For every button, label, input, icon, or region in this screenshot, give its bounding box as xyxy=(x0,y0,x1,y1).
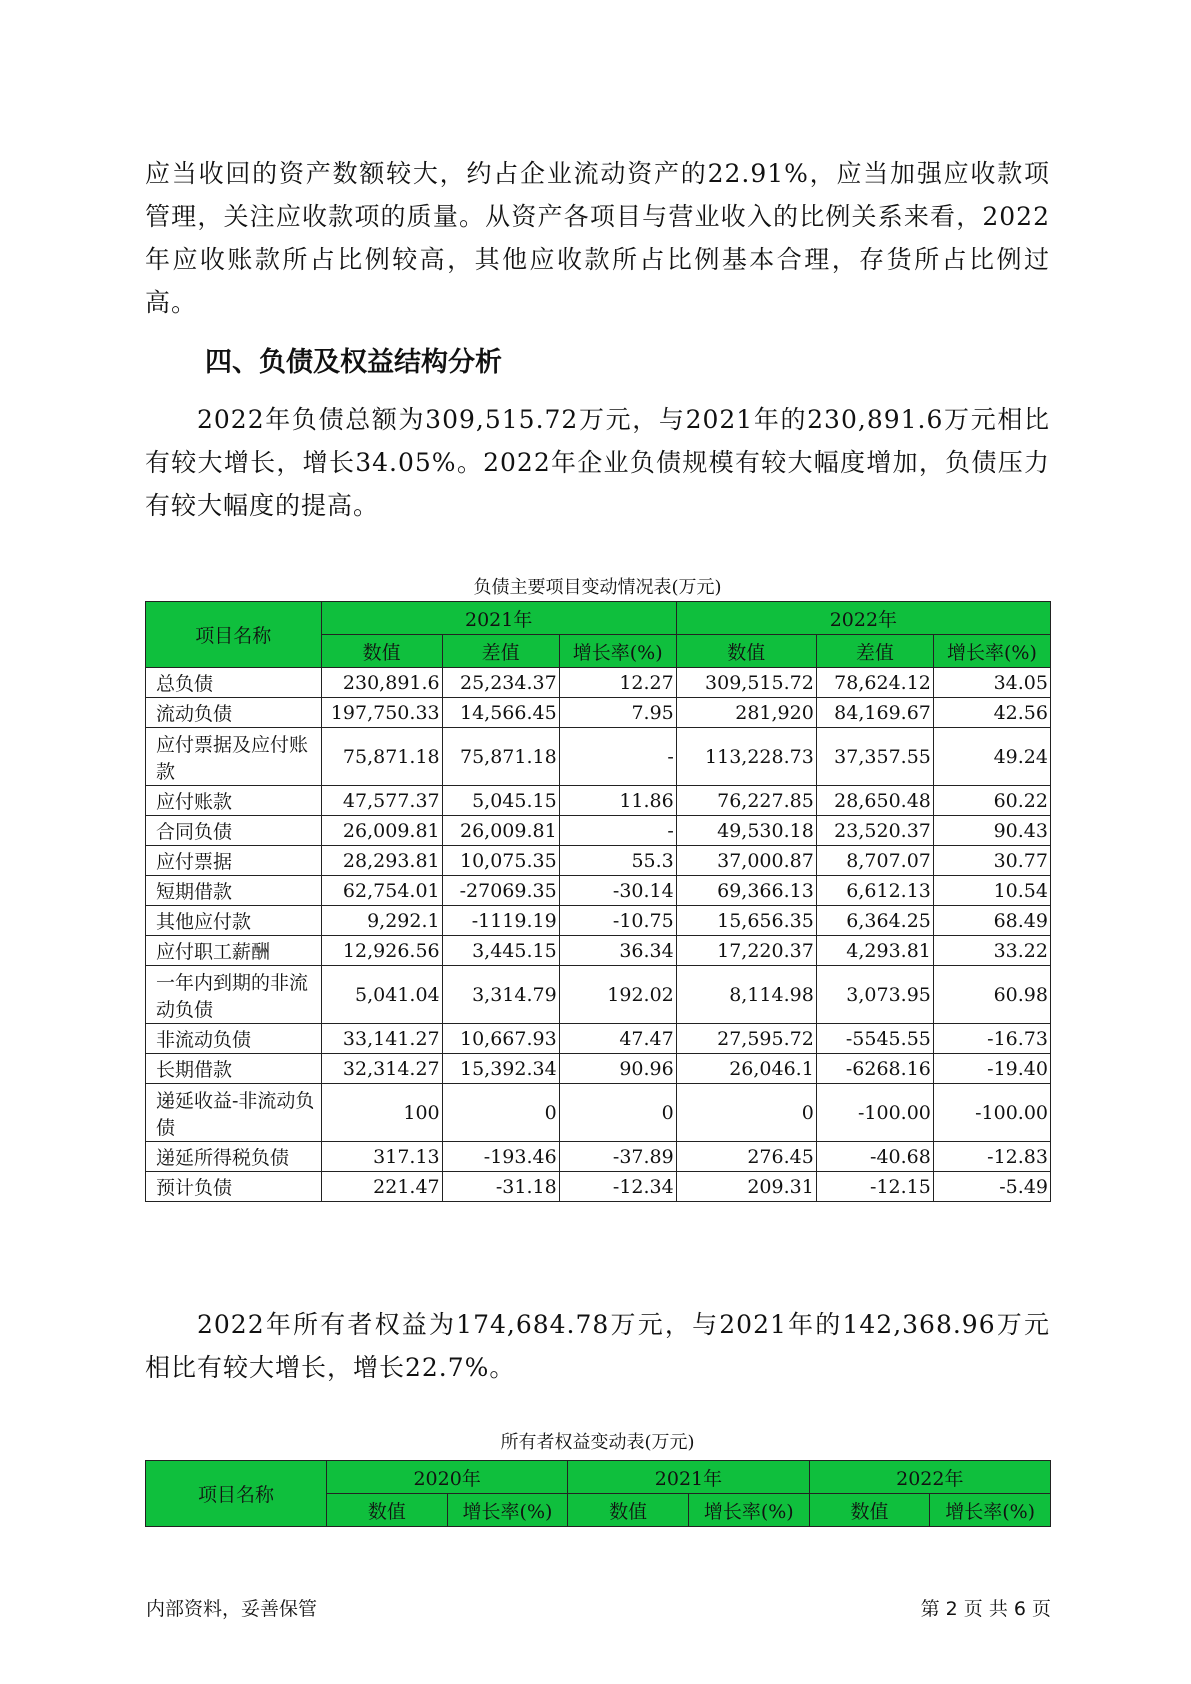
equity-table xyxy=(145,1460,1051,1527)
table-row xyxy=(146,966,1051,1024)
cell-r1: 36.34 xyxy=(559,936,676,966)
year-header-2021: 2021年 xyxy=(321,602,676,635)
cell-v1: 197,750.33 xyxy=(321,698,442,728)
row-item-name: 总负债 xyxy=(146,668,322,698)
cell-r1: 90.96 xyxy=(559,1054,676,1084)
table-row xyxy=(146,1142,1051,1172)
cell-d2: -40.68 xyxy=(816,1142,933,1172)
cell-d2: 23,520.37 xyxy=(816,816,933,846)
row-item-name: 短期借款 xyxy=(146,876,322,906)
cell-v1: 9,292.1 xyxy=(321,906,442,936)
cell-v2: 27,595.72 xyxy=(676,1024,816,1054)
cell-d1: -193.46 xyxy=(442,1142,559,1172)
cell-r1: 11.86 xyxy=(559,786,676,816)
cell-d1: 10,075.35 xyxy=(442,846,559,876)
cell-d2: 78,624.12 xyxy=(816,668,933,698)
table-row xyxy=(146,1172,1051,1202)
row-item-name: 应付职工薪酬 xyxy=(146,936,322,966)
row-item-name: 应付票据 xyxy=(146,846,322,876)
cell-d1: 3,314.79 xyxy=(442,966,559,1024)
cell-v2: 17,220.37 xyxy=(676,936,816,966)
table-caption-liabilities: 负债主要项目变动情况表(万元) xyxy=(473,577,722,598)
col-value-header: 数值 xyxy=(676,635,816,668)
table-row xyxy=(146,906,1051,936)
year-header-2022: 2022年 xyxy=(676,602,1050,635)
cell-r1: 7.95 xyxy=(559,698,676,728)
row-item-name: 流动负债 xyxy=(146,698,322,728)
cell-d1: 3,445.15 xyxy=(442,936,559,966)
cell-v2: 276.45 xyxy=(676,1142,816,1172)
cell-r2: 10.54 xyxy=(933,876,1050,906)
year-header-2020: 2020年 xyxy=(327,1461,568,1494)
cell-d2: 4,293.81 xyxy=(816,936,933,966)
cell-v2: 309,515.72 xyxy=(676,668,816,698)
col-rate-header: 增长率(%) xyxy=(559,635,676,668)
cell-d2: 84,169.67 xyxy=(816,698,933,728)
year-header-2021: 2021年 xyxy=(568,1461,809,1494)
cell-d2: 37,357.55 xyxy=(816,728,933,786)
cell-v1: 62,754.01 xyxy=(321,876,442,906)
col-value-header: 数值 xyxy=(321,635,442,668)
cell-v2: 49,530.18 xyxy=(676,816,816,846)
cell-r2: -19.40 xyxy=(933,1054,1050,1084)
year-header-2022: 2022年 xyxy=(809,1461,1050,1494)
cell-v1: 32,314.27 xyxy=(321,1054,442,1084)
liabilities-table xyxy=(145,601,1051,1202)
cell-d1: 5,045.15 xyxy=(442,786,559,816)
cell-r2: 60.98 xyxy=(933,966,1050,1024)
cell-v2: 0 xyxy=(676,1084,816,1142)
cell-r2: 34.05 xyxy=(933,668,1050,698)
cell-d1: 75,871.18 xyxy=(442,728,559,786)
row-item-name: 一年内到期的非流动负债 xyxy=(146,966,322,1024)
table-row xyxy=(146,1084,1051,1142)
cell-d1: 15,392.34 xyxy=(442,1054,559,1084)
cell-d1: -31.18 xyxy=(442,1172,559,1202)
cell-d2: 6,364.25 xyxy=(816,906,933,936)
row-item-name: 非流动负债 xyxy=(146,1024,322,1054)
cell-r2: 33.22 xyxy=(933,936,1050,966)
table-row xyxy=(146,936,1051,966)
cell-v2: 113,228.73 xyxy=(676,728,816,786)
cell-d2: 28,650.48 xyxy=(816,786,933,816)
cell-r2: -12.83 xyxy=(933,1142,1050,1172)
cell-v2: 281,920 xyxy=(676,698,816,728)
col-diff-header: 差值 xyxy=(816,635,933,668)
liabilities-table-body xyxy=(146,668,1051,1202)
cell-r1: 0 xyxy=(559,1084,676,1142)
row-item-name: 应付账款 xyxy=(146,786,322,816)
cell-v2: 69,366.13 xyxy=(676,876,816,906)
cell-v2: 76,227.85 xyxy=(676,786,816,816)
cell-v1: 33,141.27 xyxy=(321,1024,442,1054)
cell-d2: 8,707.07 xyxy=(816,846,933,876)
cell-r2: 60.22 xyxy=(933,786,1050,816)
cell-v1: 75,871.18 xyxy=(321,728,442,786)
row-item-name: 合同负债 xyxy=(146,816,322,846)
footer-confidential-note: 内部资料，妥善保管 xyxy=(146,1598,318,1620)
cell-r1: -30.14 xyxy=(559,876,676,906)
table-row xyxy=(146,846,1051,876)
table-row xyxy=(146,786,1051,816)
cell-d1: -27069.35 xyxy=(442,876,559,906)
row-item-name: 递延所得税负债 xyxy=(146,1142,322,1172)
cell-v1: 100 xyxy=(321,1084,442,1142)
col-rate-header: 增长率(%) xyxy=(447,1494,568,1527)
cell-v1: 230,891.6 xyxy=(321,668,442,698)
cell-r1: 55.3 xyxy=(559,846,676,876)
cell-r2: 49.24 xyxy=(933,728,1050,786)
cell-r1: -10.75 xyxy=(559,906,676,936)
cell-d2: -100.00 xyxy=(816,1084,933,1142)
cell-v2: 26,046.1 xyxy=(676,1054,816,1084)
cell-d1: -1119.19 xyxy=(442,906,559,936)
cell-v2: 37,000.87 xyxy=(676,846,816,876)
col-value-header: 数值 xyxy=(809,1494,930,1527)
table-row xyxy=(146,1054,1051,1084)
cell-v1: 26,009.81 xyxy=(321,816,442,846)
name-header: 项目名称 xyxy=(146,1461,327,1527)
cell-r2: -5.49 xyxy=(933,1172,1050,1202)
cell-r1: 12.27 xyxy=(559,668,676,698)
paragraph-receivables: 应当收回的资产数额较大，约占企业流动资产的22.91%，应当加强应收款项管理，关注应收款项的质量。从资产各项目与营业收入的比例关系来看，2022年应收账款所占比例较高，其他应收款所占比例基本合理，存货所占比例过高。 xyxy=(145,159,1050,317)
cell-v1: 221.47 xyxy=(321,1172,442,1202)
col-diff-header: 差值 xyxy=(442,635,559,668)
cell-r1: 192.02 xyxy=(559,966,676,1024)
cell-r1: - xyxy=(559,816,676,846)
cell-d1: 0 xyxy=(442,1084,559,1142)
cell-d1: 14,566.45 xyxy=(442,698,559,728)
cell-r2: 42.56 xyxy=(933,698,1050,728)
name-header: 项目名称 xyxy=(146,602,322,668)
paragraph-liabilities: 2022年负债总额为309,515.72万元，与2021年的230,891.6万元相比有较大增长，增长34.05%。2022年企业负债规模有较大幅度增加，负债压力有较大幅度的提高。 xyxy=(145,405,1050,520)
cell-v1: 12,926.56 xyxy=(321,936,442,966)
row-item-name: 其他应付款 xyxy=(146,906,322,936)
cell-r1: 47.47 xyxy=(559,1024,676,1054)
cell-d2: -6268.16 xyxy=(816,1054,933,1084)
footer-page-number: 第 2 页 共 6 页 xyxy=(920,1598,1051,1620)
cell-r1: -37.89 xyxy=(559,1142,676,1172)
paragraph-equity: 2022年所有者权益为174,684.78万元，与2021年的142,368.96万元相比有较大增长，增长22.7%。 xyxy=(145,1310,1050,1382)
cell-v1: 47,577.37 xyxy=(321,786,442,816)
row-item-name: 预计负债 xyxy=(146,1172,322,1202)
table-caption-equity: 所有者权益变动表(万元) xyxy=(500,1432,695,1453)
col-value-header: 数值 xyxy=(568,1494,689,1527)
cell-d1: 10,667.93 xyxy=(442,1024,559,1054)
table-row xyxy=(146,876,1051,906)
cell-v1: 28,293.81 xyxy=(321,846,442,876)
cell-v2: 209.31 xyxy=(676,1172,816,1202)
cell-d2: -12.15 xyxy=(816,1172,933,1202)
cell-d2: 3,073.95 xyxy=(816,966,933,1024)
cell-r2: 30.77 xyxy=(933,846,1050,876)
col-value-header: 数值 xyxy=(327,1494,448,1527)
table-row xyxy=(146,1024,1051,1054)
cell-r2: -100.00 xyxy=(933,1084,1050,1142)
row-item-name: 应付票据及应付账款 xyxy=(146,728,322,786)
cell-v2: 8,114.98 xyxy=(676,966,816,1024)
cell-r2: 90.43 xyxy=(933,816,1050,846)
cell-v1: 317.13 xyxy=(321,1142,442,1172)
table-row xyxy=(146,728,1051,786)
cell-d2: 6,612.13 xyxy=(816,876,933,906)
row-item-name: 递延收益-非流动负债 xyxy=(146,1084,322,1142)
table-row xyxy=(146,698,1051,728)
cell-v2: 15,656.35 xyxy=(676,906,816,936)
table-header-row xyxy=(146,1461,1051,1494)
cell-r2: 68.49 xyxy=(933,906,1050,936)
cell-v1: 5,041.04 xyxy=(321,966,442,1024)
section-heading: 四、负债及权益结构分析 xyxy=(205,347,502,378)
col-rate-header: 增长率(%) xyxy=(933,635,1050,668)
col-rate-header: 增长率(%) xyxy=(930,1494,1051,1527)
row-item-name: 长期借款 xyxy=(146,1054,322,1084)
cell-r1: -12.34 xyxy=(559,1172,676,1202)
table-row xyxy=(146,816,1051,846)
cell-d1: 25,234.37 xyxy=(442,668,559,698)
col-rate-header: 增长率(%) xyxy=(688,1494,809,1527)
cell-r1: - xyxy=(559,728,676,786)
cell-r2: -16.73 xyxy=(933,1024,1050,1054)
cell-d2: -5545.55 xyxy=(816,1024,933,1054)
cell-d1: 26,009.81 xyxy=(442,816,559,846)
table-row xyxy=(146,668,1051,698)
table-header-row xyxy=(146,602,1051,635)
